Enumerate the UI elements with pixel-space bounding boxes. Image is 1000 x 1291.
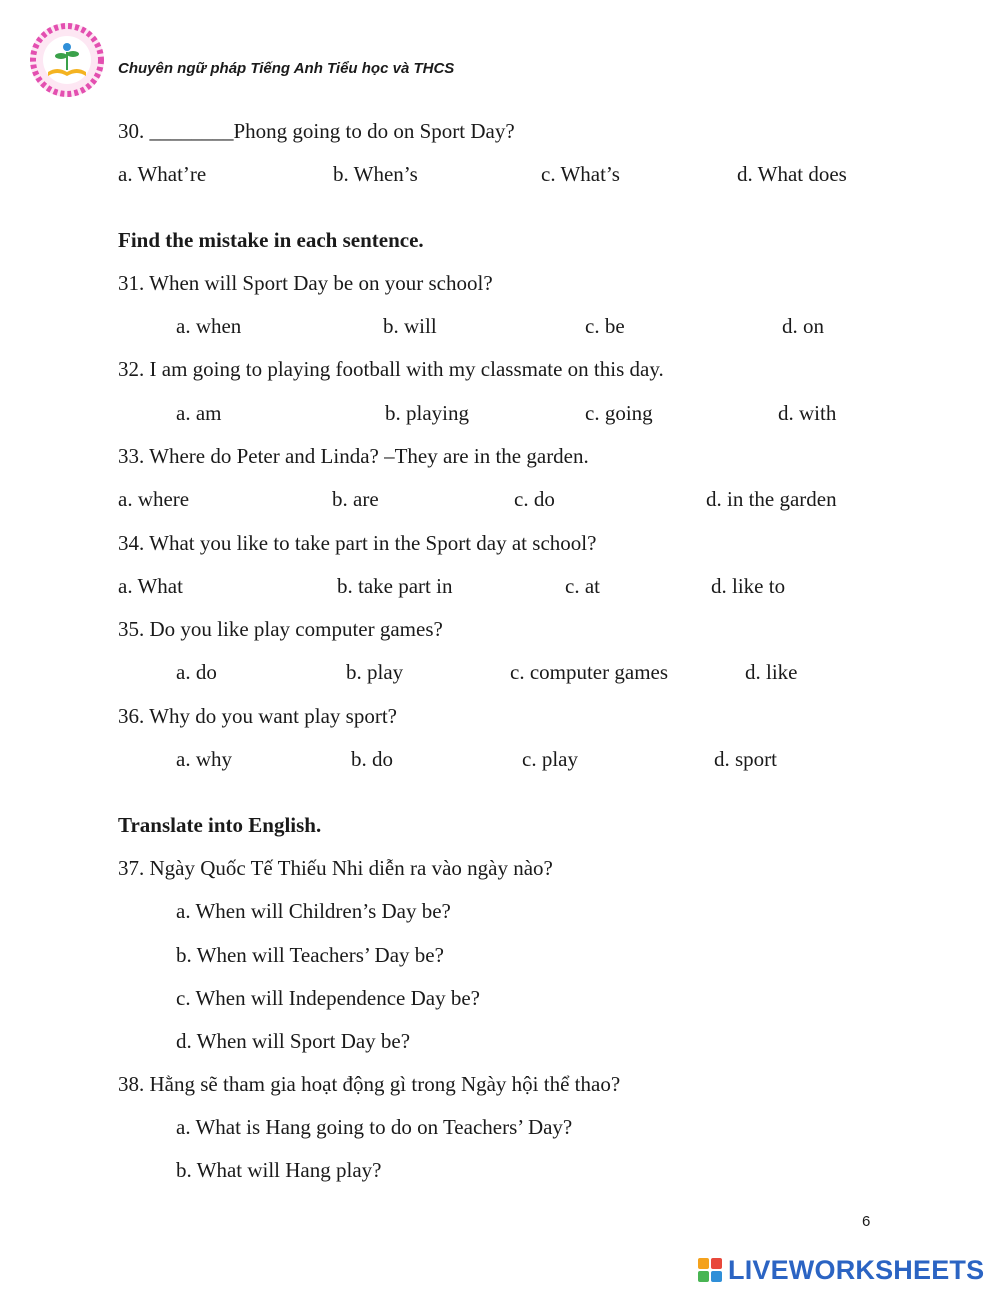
question-31-option-d: d. on — [782, 314, 824, 338]
question-33-option-c: c. do — [514, 487, 555, 511]
page-number: 6 — [862, 1213, 871, 1230]
liveworksheets-wordmark: LIVEWORKSHEETS — [728, 1254, 985, 1285]
question-30-option-d: d. What does — [737, 162, 847, 186]
question-32-option-b: b. playing — [385, 401, 469, 425]
question-30-option-c: c. What’s — [541, 162, 620, 186]
liveworksheets-blocks-icon — [698, 1258, 722, 1282]
question-38-stem: 38. Hằng sẽ tham gia hoạt động gì trong Ngày hội thể thao? — [118, 1072, 621, 1096]
question-37-stem: 37. Ngày Quốc Tế Thiếu Nhi diễn ra vào ngày nào? — [118, 856, 553, 880]
question-34-option-b: b. take part in — [337, 574, 453, 598]
question-30-option-b: b. When’s — [333, 162, 418, 186]
header-logo — [26, 20, 108, 100]
question-36-option-b: b. do — [351, 747, 393, 771]
question-38-option-b: b. What will Hang play? — [176, 1158, 382, 1182]
question-31-option-b: b. will — [383, 314, 437, 338]
section-title-find-mistake: Find the mistake in each sentence. — [118, 228, 424, 252]
question-33-option-a: a. where — [118, 487, 190, 511]
question-36-option-c: c. play — [522, 747, 578, 771]
question-33-stem: 33. Where do Peter and Linda? –They are in the garden. — [118, 444, 589, 468]
question-34-option-a: a. What — [118, 574, 183, 598]
header-title: Chuyên ngữ pháp Tiếng Anh Tiểu học và THCS — [118, 60, 455, 77]
question-33-option-b: b. are — [332, 487, 379, 511]
question-35-option-a: a. do — [176, 660, 217, 684]
question-32-option-d: d. with — [778, 401, 837, 425]
question-37-option-d: d. When will Sport Day be? — [176, 1029, 411, 1053]
question-36-stem: 36. Why do you want play sport? — [118, 704, 397, 728]
question-36-option-d: d. sport — [714, 747, 777, 771]
question-31-option-a: a. when — [176, 314, 242, 338]
question-30-stem: 30. ________Phong going to do on Sport Day? — [118, 119, 515, 143]
question-35-option-c: c. computer games — [510, 660, 669, 684]
question-31-option-c: c. be — [585, 314, 625, 338]
question-31-stem: 31. When will Sport Day be on your school? — [118, 271, 493, 295]
question-35-option-b: b. play — [346, 660, 404, 684]
school-logo-icon — [26, 20, 108, 100]
question-33-option-d: d. in the garden — [706, 487, 837, 511]
question-34-option-d: d. like to — [711, 574, 786, 598]
question-38-option-a: a. What is Hang going to do on Teachers’ Day? — [176, 1115, 573, 1139]
question-34-option-c: c. at — [565, 574, 600, 598]
question-32-stem: 32. I am going to playing football with my classmate on this day. — [118, 357, 664, 381]
question-35-option-d: d. like — [745, 660, 798, 684]
question-37-option-b: b. When will Teachers’ Day be? — [176, 943, 444, 967]
question-37-option-c: c. When will Independence Day be? — [176, 986, 480, 1010]
liveworksheets-brand[interactable] — [698, 1255, 984, 1285]
section-title-translate: Translate into English. — [118, 813, 322, 837]
question-32-option-a: a. am — [176, 401, 222, 425]
question-30-option-a: a. What’re — [118, 162, 207, 186]
question-34-stem: 34. What you like to take part in the Sport day at school? — [118, 531, 597, 555]
question-36-option-a: a. why — [176, 747, 232, 771]
question-37-option-a: a. When will Children’s Day be? — [176, 899, 451, 923]
question-35-stem: 35. Do you like play computer games? — [118, 617, 443, 641]
question-32-option-c: c. going — [585, 401, 653, 425]
